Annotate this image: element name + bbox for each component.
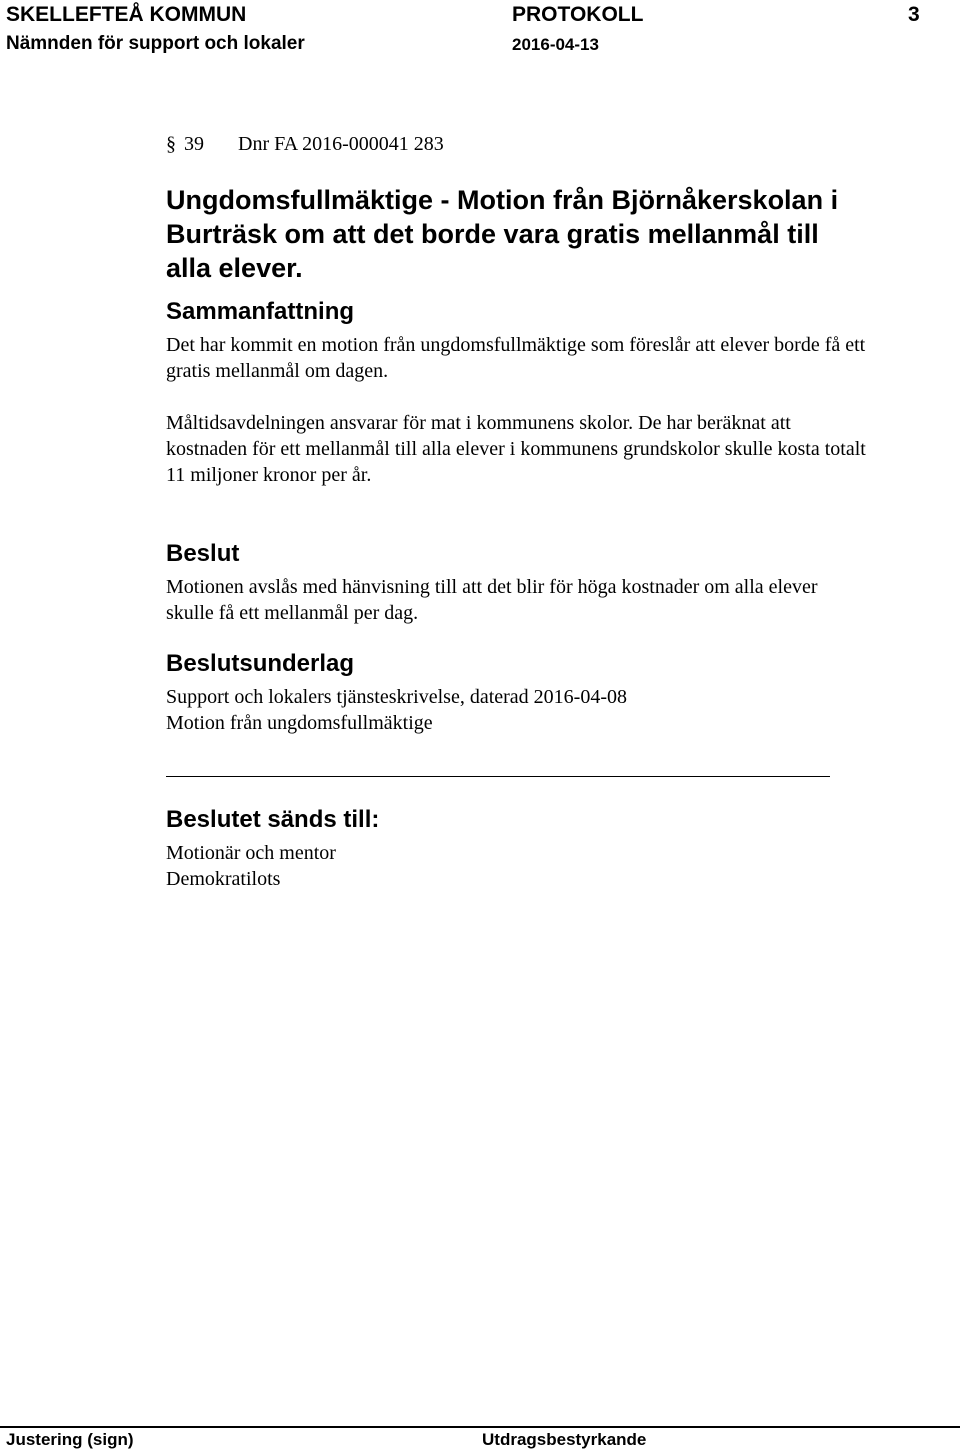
sent-to-line-2: Demokratilots: [166, 868, 281, 890]
basis-heading: Beslutsunderlag: [166, 650, 355, 677]
sent-to-heading: Beslutet sänds till:: [166, 806, 380, 833]
diary-number: Dnr FA 2016-000041 283: [238, 133, 444, 155]
header-row-1: [0, 3, 960, 31]
section-title: Ungdomsfullmäktige - Motion från Björnåkerskolan i Burträsk om att det borde vara gratis mellanmål till alla elever.: [166, 185, 839, 283]
paragraph-number: 39: [184, 133, 204, 155]
footer-divider: [0, 1426, 960, 1428]
footer-justering: Justering (sign): [6, 1430, 134, 1449]
decision-text: Motionen avslås med hänvisning till att det blir för höga kostnader om alla elever skulle få ett mellanmål per dag.: [166, 576, 818, 624]
paragraph-reference: [166, 133, 444, 156]
committee-name: Nämnden för support och lokaler: [6, 33, 305, 54]
document-type: PROTOKOLL: [512, 3, 644, 26]
summary-paragraph-2: Måltidsavdelningen ansvarar för mat i kommunens skolor. De har beräknat att kostnaden för ett mellanmål till alla elever i kommunens grundskolor skulle kosta totalt 11 miljoner kronor per år.: [166, 412, 866, 486]
decision-heading: Beslut: [166, 540, 240, 567]
summary-paragraph-1: Det har kommit en motion från ungdomsfullmäktige som föreslår att elever borde få ett gratis mellanmål om dagen.: [166, 334, 866, 382]
paragraph-symbol: §: [166, 133, 176, 155]
sent-to-line-1: Motionär och mentor: [166, 842, 336, 864]
section-divider: [166, 776, 830, 777]
municipality-name: SKELLEFTEÅ KOMMUN: [6, 3, 247, 26]
header-row-2: [0, 33, 960, 57]
meeting-date: 2016-04-13: [512, 35, 599, 54]
footer-utdragsbestyrkande: Utdragsbestyrkande: [482, 1430, 647, 1449]
basis-line-2: Motion från ungdomsfullmäktige: [166, 712, 433, 734]
summary-heading: Sammanfattning: [166, 298, 355, 325]
basis-line-1: Support och lokalers tjänsteskrivelse, daterad 2016-04-08: [166, 686, 627, 708]
page-number: 3: [908, 3, 920, 26]
